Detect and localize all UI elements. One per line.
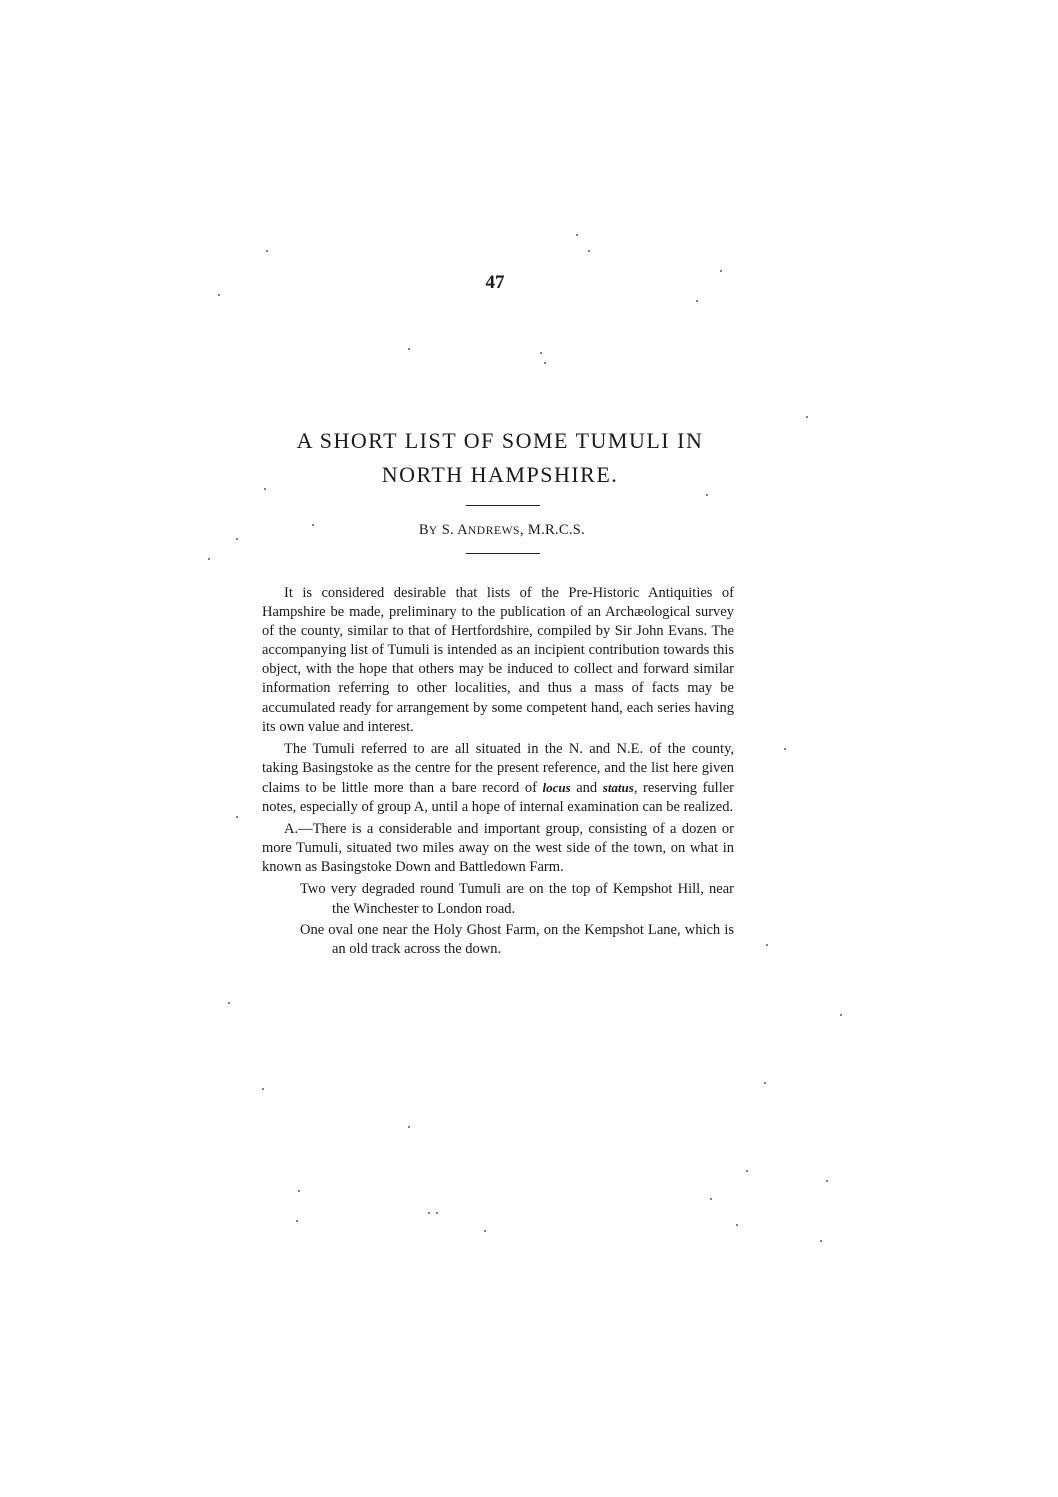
title-line-1: A SHORT LIST OF SOME TUMULI IN (296, 428, 704, 453)
scan-speck (766, 944, 768, 946)
scan-speck (784, 748, 786, 750)
scan-speck (806, 416, 808, 418)
scan-speck (484, 1230, 486, 1232)
paragraph-location-part-1: The Tumuli referred to are all situated in the N. and N.E. of the county, taking Basingstoke as the centre for the present reference, and the list here given claims to be little more than a bare record of (262, 740, 734, 796)
author-byline (0, 522, 1004, 539)
scan-speck (826, 1180, 828, 1182)
list-item: One oval one near the Holy Ghost Farm, on the Kempshot Lane, which is an old track across the down. (300, 921, 734, 957)
byline-divider (466, 553, 540, 554)
scan-speck (576, 234, 578, 236)
byline-initial: S. A (441, 522, 468, 538)
scan-speck (228, 1002, 230, 1004)
byline-suffix: , M.R.C.S. (520, 522, 586, 538)
paragraph-group-a: A.—There is a considerable and important group, consisting of a dozen or more Tumuli, situated two miles away on the west side of the town, on what in known as Basingstoke Down and Battledown Farm. (262, 821, 734, 876)
scan-speck (236, 538, 238, 540)
term-status: status (602, 779, 634, 795)
page-number: 47 (485, 272, 505, 293)
scan-speck (408, 348, 410, 350)
paragraph-location-part-2: and (570, 779, 603, 796)
scan-speck (298, 1190, 300, 1192)
scan-speck (408, 1126, 410, 1128)
article-body (262, 584, 734, 961)
paragraph-intro: It is considered desirable that lists of the Pre-Historic Antiquities of Hampshire be made, preliminary to the publication of an Archæological survey of the county, similar to that of Hertfordshire, compiled by Sir John Evans. The accompanying list of Tumuli is intended as an incipient contribution towards this object, with the hope that others may be induced to collect and forward similar information referring to other localities, and thus a mass of facts may be accumulated ready for arrangement by some competent hand, each series having its own value and interest. (262, 585, 734, 735)
scan-speck (736, 1224, 738, 1226)
scan-speck (262, 1088, 264, 1090)
scan-speck (544, 362, 546, 364)
tumuli-list (262, 880, 734, 958)
scan-speck (840, 1014, 842, 1016)
scan-speck (428, 1212, 430, 1214)
scan-speck (588, 250, 590, 252)
scan-speck (312, 524, 314, 526)
scan-speck (540, 352, 542, 354)
scan-speck (706, 494, 708, 496)
scan-speck (208, 558, 210, 560)
scan-speck (710, 1198, 712, 1200)
byline-by-small: Y (428, 525, 438, 537)
scan-speck (696, 300, 698, 302)
byline-prefix: B (418, 522, 429, 538)
scan-speck (436, 1212, 438, 1214)
scan-speck (720, 270, 722, 272)
scan-speck (266, 250, 268, 252)
title-line-2: NORTH HAMPSHIRE. (381, 462, 619, 487)
article-title (250, 424, 750, 492)
scan-speck (764, 1082, 766, 1084)
byline-surname-small: NDREWS (467, 525, 521, 537)
paragraph-location-part-3: , reserving fuller notes, especially of group A, until a hope of internal examination can be realized. (262, 779, 734, 816)
scan-speck (296, 1220, 298, 1222)
scan-speck (218, 294, 220, 296)
scan-speck (746, 1170, 748, 1172)
scan-speck (820, 1240, 822, 1242)
list-item: Two very degraded round Tumuli are on the top of Kempshot Hill, near the Winchester to London road. (300, 881, 734, 917)
scan-speck (264, 488, 266, 490)
title-divider (466, 505, 540, 506)
scan-speck (236, 816, 238, 818)
term-locus: locus (542, 779, 571, 795)
paragraph-location (262, 740, 734, 817)
